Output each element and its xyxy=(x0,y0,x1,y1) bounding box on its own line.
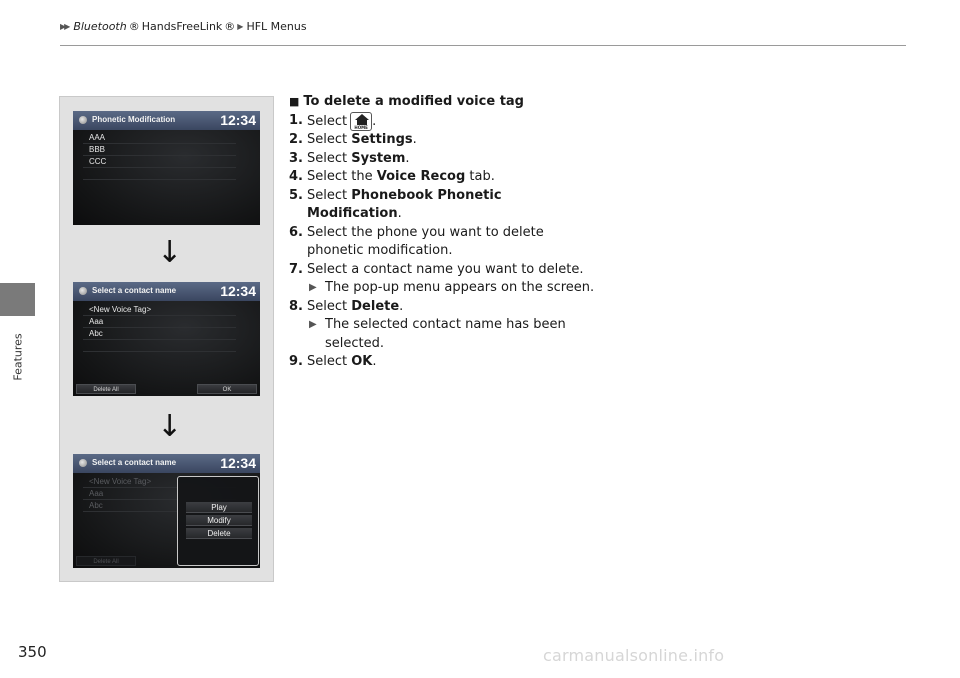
breadcrumb-handsfreelink: HandsFreeLink xyxy=(141,20,223,33)
step: 7. Select a contact name you want to delete. xyxy=(289,261,584,277)
step: 1. Select HOME . xyxy=(289,112,377,130)
list-item: <New Voice Tag> xyxy=(83,305,236,316)
screen-title-bar xyxy=(73,111,260,130)
list-item-empty xyxy=(83,341,236,352)
result-arrow-icon: ▶ xyxy=(309,282,317,293)
screen-title: Select a contact name xyxy=(92,286,177,295)
step: 5. Select Phonebook Phonetic xyxy=(289,187,502,203)
step-result: ▶ The pop-up menu appears on the screen. xyxy=(289,279,619,298)
breadcrumb-marker-2: ▶ xyxy=(237,22,242,31)
back-icon xyxy=(79,116,87,124)
screen-title: Select a contact name xyxy=(92,458,177,467)
clock: 12:34 xyxy=(220,283,256,299)
down-arrow-icon: ↓ xyxy=(157,409,183,444)
ok-button: OK xyxy=(197,384,257,394)
delete-all-button: Delete All xyxy=(76,384,136,394)
delete-all-button: Delete All xyxy=(76,556,136,566)
chapter-label: Features xyxy=(11,333,25,381)
list-item: Aaa xyxy=(83,317,236,328)
breadcrumb xyxy=(60,20,307,33)
breadcrumb-reg-1: ® xyxy=(128,20,140,33)
section-heading: ■ To delete a modified voice tag xyxy=(289,94,524,109)
breadcrumb-marker: ▶▶ xyxy=(60,22,69,31)
step-continued: phonetic modification. xyxy=(307,243,453,258)
watermark: carmanualsonline.info xyxy=(543,646,725,665)
list-item: Abc xyxy=(83,329,236,340)
breadcrumb-section: HFL Menus xyxy=(246,20,307,33)
popup-menu xyxy=(177,476,259,566)
back-icon xyxy=(79,459,87,467)
screen-title-bar xyxy=(73,454,260,473)
header-divider xyxy=(60,45,906,46)
step-result-continued: selected. xyxy=(325,335,385,351)
list-item-empty xyxy=(83,169,236,180)
screen-phonetic-modification xyxy=(73,111,260,225)
list-item: <New Voice Tag> xyxy=(83,477,236,488)
popup-delete: Delete xyxy=(186,528,252,539)
popup-modify: Modify xyxy=(186,515,252,526)
step: 8. Select Delete. xyxy=(289,298,404,314)
step: 3. Select System. xyxy=(289,150,410,166)
step: 6. Select the phone you want to delete xyxy=(289,224,544,240)
list-item: Abc xyxy=(83,501,236,512)
page-number: 350 xyxy=(18,643,47,661)
list-item: Aaa xyxy=(83,489,236,500)
screen-title: Phonetic Modification xyxy=(92,115,176,124)
step-continued: Modification. xyxy=(307,206,402,221)
step: 2. Select Settings. xyxy=(289,132,417,147)
screen-select-contact xyxy=(73,282,260,396)
list-item: BBB xyxy=(83,145,236,156)
heading-square-icon: ■ xyxy=(289,95,300,108)
down-arrow-icon: ↓ xyxy=(157,235,183,270)
instructions xyxy=(289,93,619,372)
result-arrow-icon: ▶ xyxy=(309,319,317,330)
popup-play: Play xyxy=(186,502,252,513)
breadcrumb-bluetooth: Bluetooth xyxy=(73,20,127,33)
list-item: AAA xyxy=(83,133,236,144)
clock: 12:34 xyxy=(220,112,256,128)
breadcrumb-reg-2: ® xyxy=(224,20,236,33)
screen-select-contact-popup xyxy=(73,454,260,568)
step: 4. Select the Voice Recog tab. xyxy=(289,169,495,184)
screen-title-bar xyxy=(73,282,260,301)
chapter-tab xyxy=(0,283,35,316)
list-item: CCC xyxy=(83,157,236,168)
home-icon: HOME xyxy=(350,112,372,131)
clock: 12:34 xyxy=(220,455,256,471)
back-icon xyxy=(79,287,87,295)
step-result: ▶ The selected contact name has been xyxy=(289,316,619,335)
step: 9. Select OK. xyxy=(289,354,377,369)
